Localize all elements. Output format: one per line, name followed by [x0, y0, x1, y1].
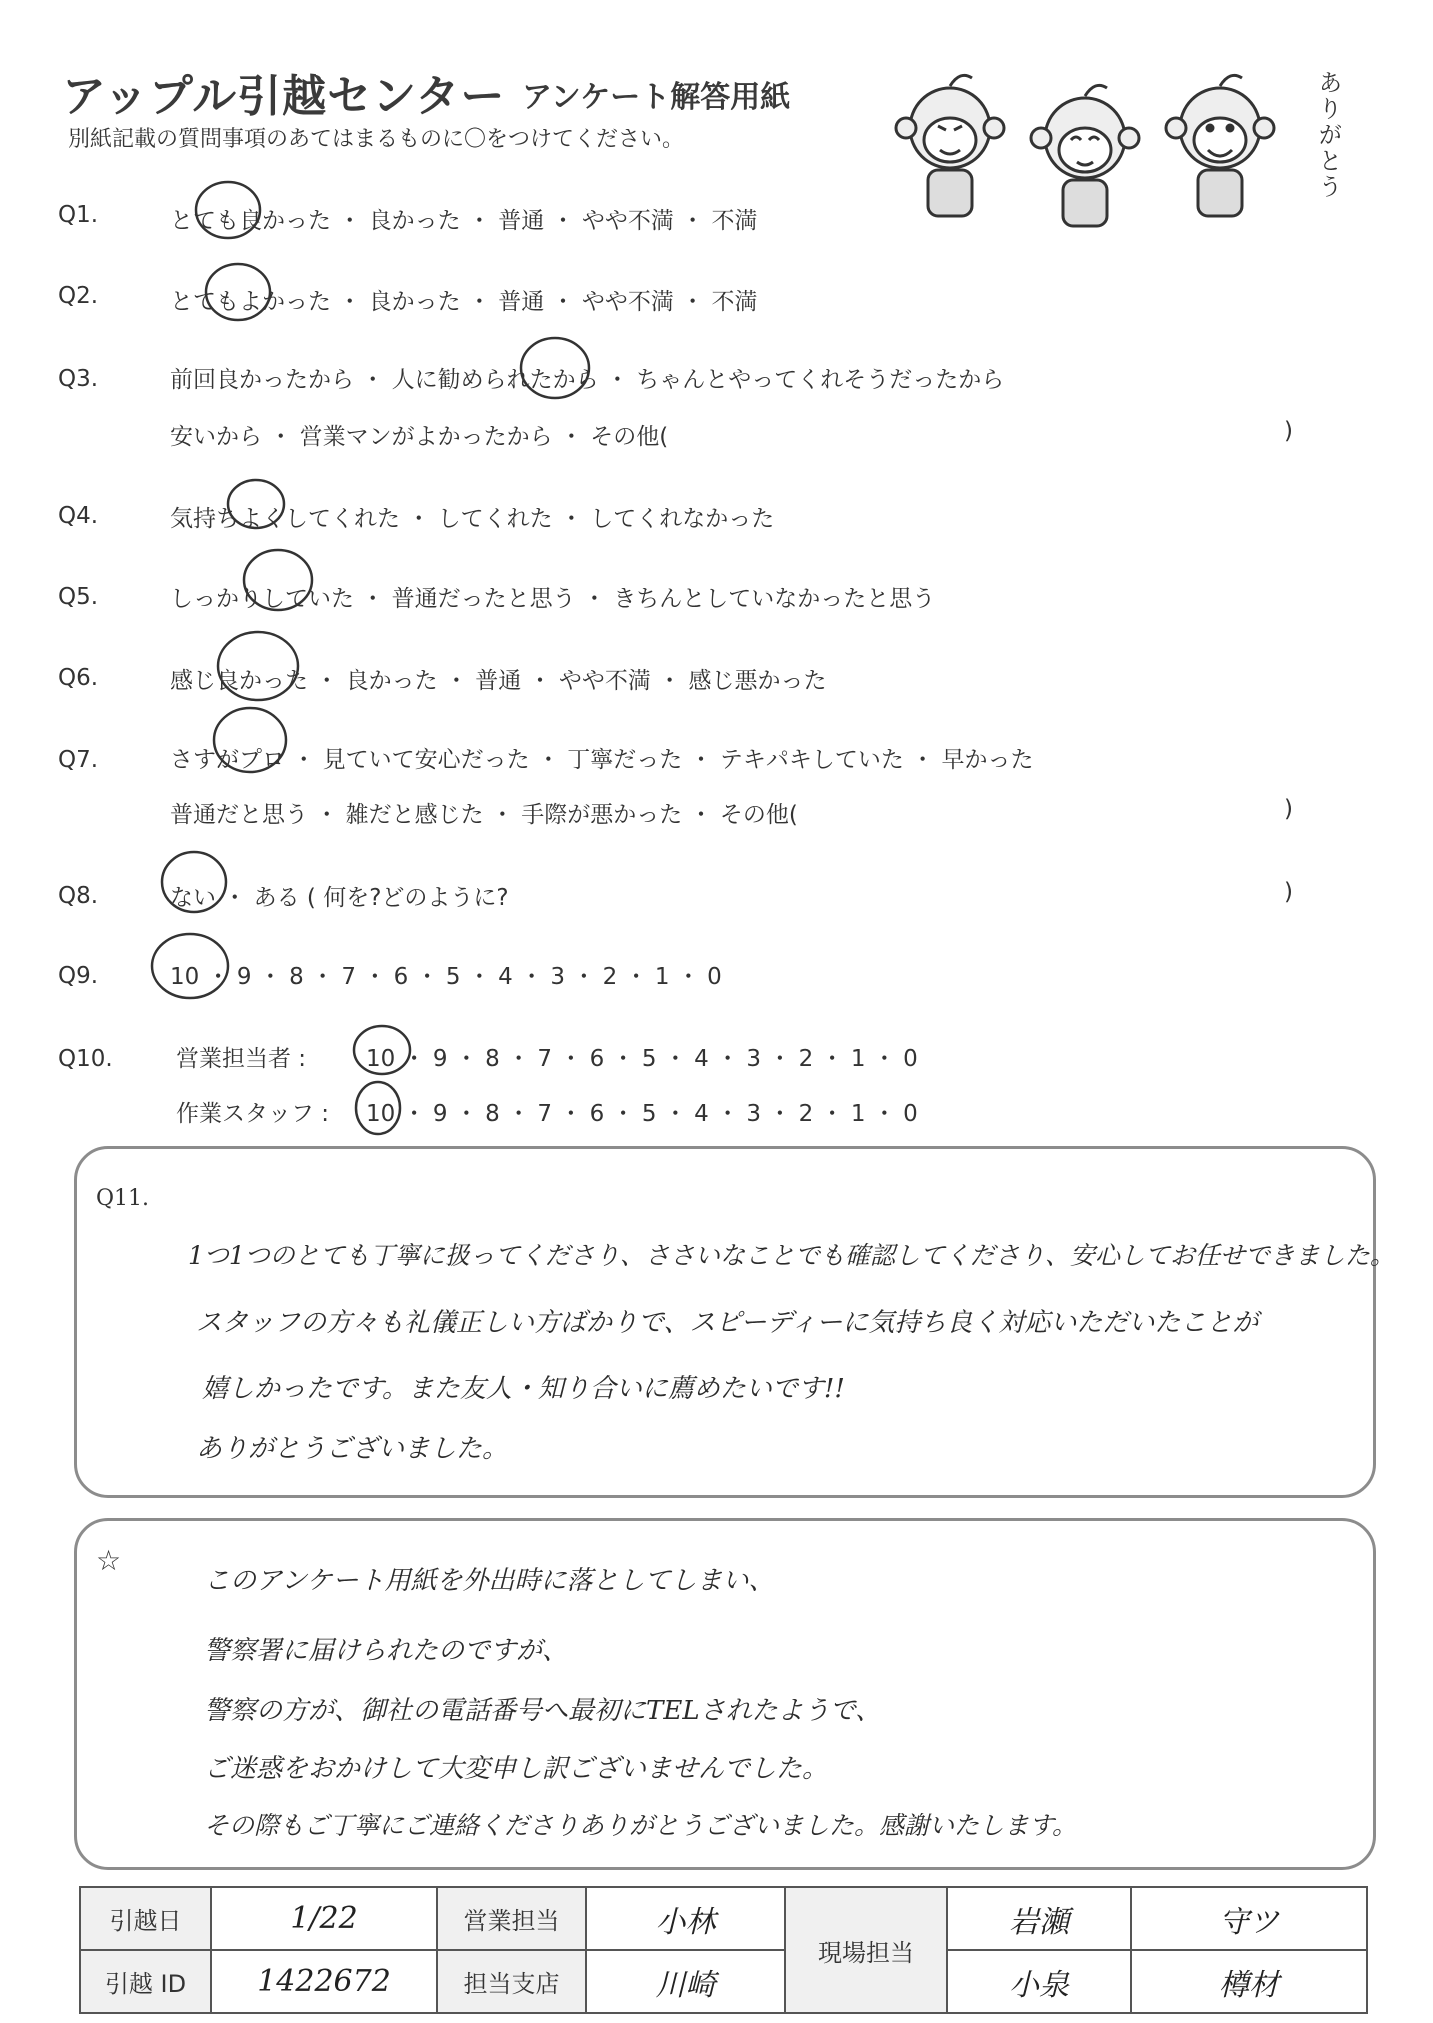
q6-options: 感じ良かった ・ 良かった ・ 普通 ・ やや不満 ・ 感じ悪かった: [170, 668, 827, 694]
q2-options: とてもよかった ・ 良かった ・ 普通 ・ やや不満 ・ 不満: [170, 289, 758, 315]
q7-close-paren: ): [1284, 796, 1293, 822]
site-staff-2: 守ツ: [1131, 1887, 1367, 1950]
form-title: アンケート解答用紙: [522, 80, 791, 115]
q7-number: Q7.: [58, 747, 99, 773]
q4-options: 気持ちよくしてくれた ・ してくれた ・ してくれなかった: [170, 506, 775, 532]
q8-circle: [162, 852, 226, 912]
q10-staff-options: 10 ・ 9 ・ 8 ・ 7 ・ 6 ・ 5 ・ 4 ・ 3 ・ 2 ・ 1 ・ 0: [366, 1101, 918, 1127]
q5-circle: [244, 550, 312, 610]
note-line-4: ご迷惑をおかけして大変申し訳ございませんでした。: [204, 1754, 829, 1784]
q7-options-line2: 普通だと思う ・ 雑だと感じた ・ 手際が悪かった ・ その他(: [170, 802, 798, 828]
site-staff-1: 岩瀬: [947, 1887, 1131, 1950]
move-date-label: 引越日: [80, 1887, 211, 1950]
move-id-value: 1422672: [211, 1950, 437, 2013]
site-staff-3: 小泉: [947, 1950, 1131, 2013]
q10-sales-options: 10 ・ 9 ・ 8 ・ 7 ・ 6 ・ 5 ・ 4 ・ 3 ・ 2 ・ 1 ・ 0: [366, 1046, 918, 1072]
q11-comment-line-4: ありがとうございました。: [196, 1434, 509, 1464]
q4-number: Q4.: [58, 503, 99, 529]
q10-staff-label: 作業スタッフ :: [176, 1101, 330, 1127]
footer-info-table: [79, 1886, 1368, 2014]
note-line-3: 警察の方が、御社の電話番号へ最初にTELされたようで、: [204, 1696, 882, 1726]
q11-comment-line-3: 嬉しかったです。また友人・知り合いに薦めたいです!!: [202, 1374, 845, 1404]
sales-label: 営業担当: [437, 1887, 586, 1950]
instruction-text: 別紙記載の質問事項のあてはまるものに〇をつけてください。: [68, 127, 685, 152]
q2-number: Q2.: [58, 283, 99, 309]
q9-options: 10 ・ 9 ・ 8 ・ 7 ・ 6 ・ 5 ・ 4 ・ 3 ・ 2 ・ 1 ・ 0: [170, 964, 722, 990]
q11-comment-line-1: 1つ1つのとても丁寧に扱ってくださり、ささいなことでも確認してくださり、安心してお任せできました。: [188, 1241, 1395, 1270]
site-staff-4: 樽材: [1131, 1950, 1367, 2013]
q1-number: Q1.: [58, 202, 99, 228]
q3-circle: [521, 338, 589, 398]
q8-options: ない ・ ある ( 何を?どのように?: [170, 885, 509, 911]
move-id-label: 引越 ID: [80, 1950, 211, 2013]
q8-number: Q8.: [58, 883, 99, 909]
q3-number: Q3.: [58, 366, 99, 392]
q10-sales-label: 営業担当者 :: [176, 1046, 307, 1072]
q1-circle: [196, 182, 260, 238]
sales-name: 小林: [586, 1887, 785, 1950]
q10-number: Q10.: [58, 1046, 113, 1072]
thanks-vertical-text: ありがとう: [1314, 70, 1342, 200]
q10-sales-circle: [354, 1026, 410, 1074]
q9-circle: [152, 934, 228, 998]
q6-circle: [218, 632, 298, 700]
q9-number: Q9.: [58, 963, 99, 989]
q8-close-paren: ): [1284, 879, 1293, 905]
q4-circle: [228, 480, 284, 528]
q10-staff-circle: [356, 1082, 400, 1134]
q3-options-line1: 前回良かったから ・ 人に勧められたから ・ ちゃんとやってくれそうだったから: [170, 367, 1005, 393]
q6-number: Q6.: [58, 665, 99, 691]
q2-circle: [206, 264, 270, 320]
note-line-2: 警察署に届けられたのですが、: [204, 1636, 569, 1666]
company-name: アップル引越センター: [62, 71, 506, 122]
q7-options-line1: さすがプロ ・ 見ていて安心だった ・ 丁寧だった ・ テキパキしていた ・ 早かった: [170, 747, 1034, 773]
q11-label: Q11.: [96, 1186, 150, 1211]
branch-label: 担当支店: [437, 1950, 586, 2013]
site-label: 現場担当: [785, 1887, 947, 2013]
branch-name: 川崎: [586, 1950, 785, 2013]
q3-close-paren: ): [1284, 418, 1293, 444]
note-line-1: このアンケート用紙を外出時に落としてしまい、: [204, 1566, 775, 1596]
note-line-5: その際もご丁寧にご連絡くださりありがとうございました。感謝いたします。: [204, 1811, 1078, 1840]
q1-options: とても良かった ・ 良かった ・ 普通 ・ やや不満 ・ 不満: [170, 208, 758, 234]
star-icon: ☆: [96, 1544, 122, 1577]
q5-options: しっかりしていた ・ 普通だったと思う ・ きちんとしていなかったと思う: [170, 586, 936, 612]
q5-number: Q5.: [58, 584, 99, 610]
move-date-value: 1/22: [211, 1887, 437, 1950]
q3-options-line2: 安いから ・ 営業マンがよかったから ・ その他(: [170, 424, 669, 450]
q11-comment-line-2: スタッフの方々も礼儀正しい方ばかりで、スピーディーに気持ち良く対応いただいたことが: [196, 1308, 1259, 1338]
q7-circle: [214, 708, 286, 772]
